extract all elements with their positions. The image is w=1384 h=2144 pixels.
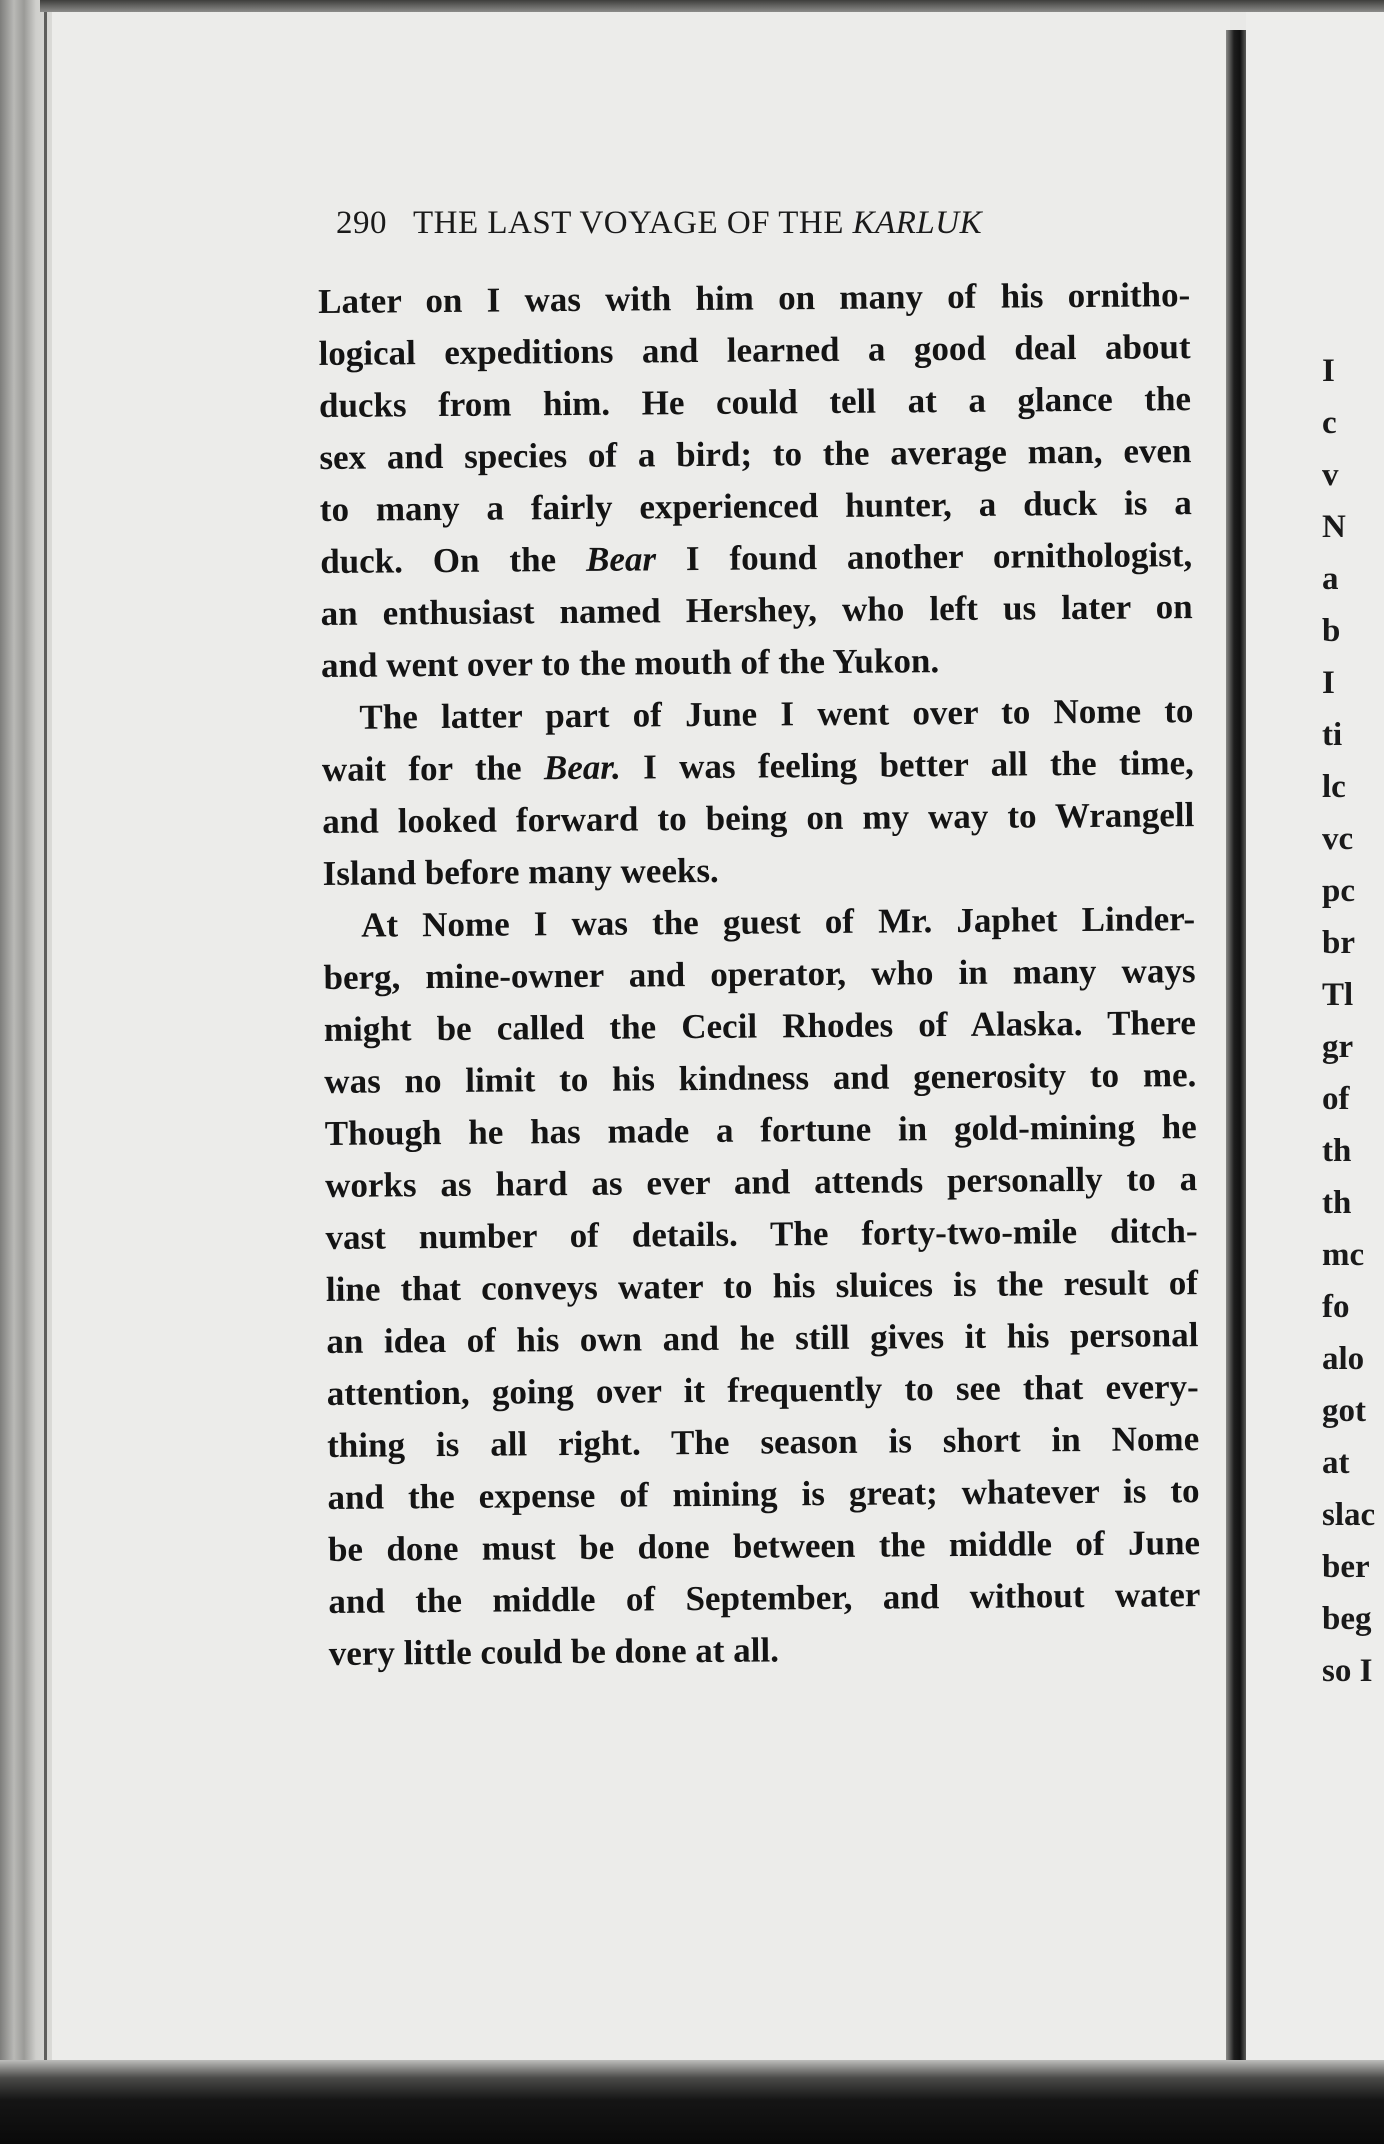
text-line: [321, 633, 1193, 692]
text-run: and the middle of September, and without water: [328, 1575, 1201, 1621]
right-page-fragment: ber: [1322, 1549, 1370, 1585]
right-page-fragment: br: [1322, 925, 1355, 961]
right-page-fragment: so I: [1322, 1653, 1373, 1689]
right-page-text-fragments: [1322, 345, 1384, 1697]
text-line: [318, 321, 1190, 380]
gutter-line: [44, 0, 47, 2144]
bottom-edge: [0, 2060, 1384, 2144]
text-line: [328, 1569, 1200, 1628]
text-run: an idea of his own and he still gives it his personal: [326, 1315, 1199, 1361]
text-run: I found another ornithologist,: [655, 535, 1193, 579]
right-page-fragment: th: [1322, 1185, 1352, 1221]
right-page-fragment: I: [1322, 353, 1335, 389]
text-line: [322, 789, 1194, 848]
body-text: [318, 269, 1201, 1680]
text-line: [327, 1413, 1199, 1472]
text-line: [325, 1153, 1197, 1212]
right-page-fragment: of: [1322, 1081, 1350, 1117]
text-run: At Nome I was the guest of Mr. Japhet Linder-: [360, 899, 1196, 945]
text-run: and went over to the mouth of the Yukon.: [320, 641, 940, 685]
text-run: works as hard as ever and attends personally to a: [324, 1159, 1198, 1205]
text-run: attention, going over it frequently to see that every-: [326, 1367, 1199, 1413]
right-page-fragment: got: [1322, 1393, 1366, 1429]
text-run: sex and species of a bird; to the average man, even: [319, 431, 1192, 477]
right-page-fragment: beg: [1322, 1601, 1372, 1637]
text-run: wait for the: [321, 748, 545, 789]
text-run: thing is all right. The season is short in Nome: [327, 1419, 1200, 1465]
right-page-fragment: pc: [1322, 873, 1355, 909]
italic-ship-name: Bear.: [543, 747, 621, 788]
header-title: THE LAST VOYAGE OF THE: [413, 205, 844, 241]
text-line: [320, 477, 1192, 536]
text-run: berg, mine-owner and operator, who in many ways: [323, 951, 1196, 997]
right-page-fragment: a: [1322, 561, 1339, 597]
right-page-fragment: c: [1322, 405, 1337, 441]
text-line: [324, 997, 1196, 1056]
text-run: logical expeditions and learned a good deal about: [318, 327, 1191, 373]
text-line: [321, 685, 1193, 744]
right-page-fragment: gr: [1322, 1029, 1354, 1065]
right-page-fragment: Tl: [1322, 977, 1354, 1013]
text-line: [320, 581, 1192, 640]
text-run: The latter part of June I went over to Nome to: [359, 691, 1194, 737]
page-number: 290: [336, 205, 387, 241]
right-page-fragment: N: [1322, 509, 1346, 545]
text-run: and looked forward to being on my way to Wrangell: [322, 795, 1195, 841]
text-run: ducks from him. He could tell at a glance the: [318, 379, 1192, 425]
text-run: Island before many weeks.: [322, 850, 719, 893]
header-title-italic: KARLUK: [852, 205, 983, 241]
text-run: Later on I was with him on many of his ornitho-: [318, 275, 1191, 321]
text-run: line that conveys water to his sluices is the result of: [325, 1263, 1199, 1309]
right-page-fragment: b: [1322, 613, 1341, 649]
text-line: [327, 1465, 1199, 1524]
right-page-fragment: vc: [1322, 821, 1354, 857]
text-line: [325, 1205, 1197, 1264]
text-line: [325, 1101, 1197, 1160]
text-run: an enthusiast named Hershey, who left us later on: [320, 587, 1193, 633]
right-page-fragment: fo: [1322, 1289, 1350, 1325]
text-line: [323, 945, 1195, 1004]
text-run: be done must be done between the middle of June: [327, 1523, 1201, 1569]
text-line: [319, 373, 1191, 432]
text-line: [318, 269, 1190, 328]
text-line: [323, 893, 1195, 952]
text-line: [326, 1257, 1198, 1316]
text-line: [319, 425, 1191, 484]
text-run: might be called the Cecil Rhodes of Alaska. There: [323, 1003, 1197, 1049]
right-page-fragment: at: [1322, 1445, 1350, 1481]
text-run: and the expense of mining is great; whatever is to: [327, 1471, 1200, 1517]
text-line: [324, 1049, 1196, 1108]
right-page-fragment: mc: [1322, 1237, 1365, 1273]
page-seam: [1226, 30, 1246, 2090]
right-page-fragment: v: [1322, 457, 1339, 493]
running-header: [336, 205, 1136, 242]
text-run: I was feeling better all the time,: [620, 743, 1195, 787]
text-line: [327, 1361, 1199, 1420]
text-run: vast number of details. The forty-two-mile ditch-: [325, 1211, 1198, 1257]
text-line: [322, 841, 1194, 900]
right-page-fragment: alo: [1322, 1341, 1365, 1377]
text-run: was no limit to his kindness and generosity to me.: [324, 1055, 1197, 1101]
right-page-fragment: slac: [1322, 1497, 1376, 1533]
italic-ship-name: Bear: [585, 539, 657, 579]
top-edge: [40, 0, 1384, 12]
right-page-fragment: I: [1322, 665, 1335, 701]
text-run: to many a fairly experienced hunter, a duck is a: [319, 483, 1192, 529]
text-line: [322, 737, 1194, 796]
text-line: [329, 1621, 1201, 1680]
text-line: [320, 529, 1192, 588]
text-run: duck. On the: [320, 539, 587, 581]
right-page-fragment: ti: [1322, 717, 1343, 753]
text-line: [328, 1517, 1200, 1576]
text-run: Though he has made a fortune in gold-mining he: [324, 1107, 1197, 1153]
right-page-fragment: lc: [1322, 769, 1346, 805]
right-page-fragment: th: [1322, 1133, 1352, 1169]
text-run: very little could be done at all.: [328, 1630, 780, 1673]
text-line: [326, 1309, 1198, 1368]
